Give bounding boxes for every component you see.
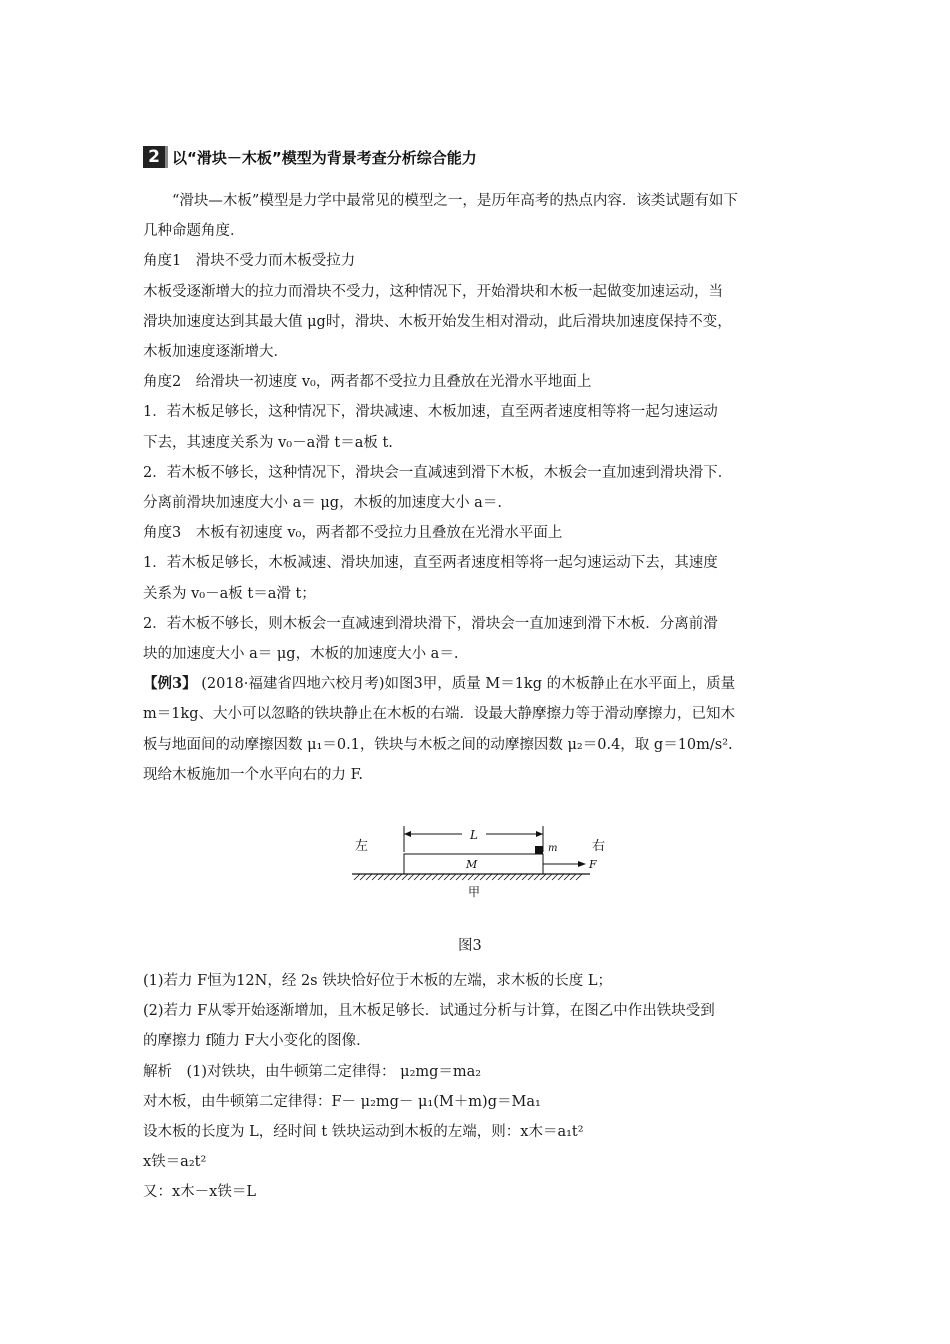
length-label: L [470, 828, 478, 842]
example-line-1 [143, 669, 823, 699]
angle3-item2-line-1: 2．若木板不够长，则木板会一直减速到滑块滑下，滑块会一直加速到滑下木板．分离前滑 [143, 615, 718, 632]
body-text [143, 186, 823, 790]
solution-line-4: x铁＝a₂t² [143, 1154, 207, 1171]
question-2-line-1: (2)若力 F从零开始逐渐增加，且木板足够长．试通过分析与计算，在图乙中作出铁块受到 [143, 1003, 715, 1020]
example-line-3: 板与地面间的动摩擦因数 μ₁＝0.1，铁块与木板之间的动摩擦因数 μ₂＝0.4，取 g＝10m/s². [143, 736, 733, 753]
block-m [535, 846, 543, 854]
angle2-item2-line-1: 2．若木板不够长，这种情况下，滑块会一直减速到滑下木板，木板会一直加速到滑块滑下． [143, 464, 733, 481]
angle1-line-2: 滑块加速度达到其最大值 μg时，滑块、木板开始发生相对滑动，此后滑块加速度保持不变， [143, 313, 732, 330]
example-line-4: 现给木板施加一个水平向右的力 F. [143, 766, 364, 783]
questions-and-solution [143, 966, 823, 1208]
section-number-badge: 2 [143, 146, 168, 168]
force-label: F [589, 858, 597, 871]
angle1-line-3: 木板加速度逐渐增大． [143, 344, 288, 361]
intro-line-1: “滑块—木板”模型是力学中最常见的模型之一，是历年高考的热点内容．该类试题有如下 [172, 193, 738, 209]
example-label: 【例3】 [143, 675, 197, 693]
angle2-title: 角度2 给滑块一初速度 v₀，两者都不受拉力且叠放在光滑水平地面上 [143, 374, 592, 391]
board-label: M [466, 858, 478, 871]
left-label: 左 [355, 839, 369, 854]
angle1-line-1: 木板受逐渐增大的拉力而滑块不受力，这种情况下，开始滑块和木板一起做变加速运动，当 [143, 283, 723, 300]
intro-line-2: 几种命题角度． [143, 223, 245, 240]
dim-arrow-left [404, 831, 411, 837]
sub-figure-label: 甲 [468, 885, 481, 899]
solution-line-2: 对木板，由牛顿第二定律得：F－ μ₂mg－ μ₁(M＋m)g＝Ma₁ [143, 1093, 541, 1110]
ground-hatching [354, 874, 582, 880]
angle3-title: 角度3 木板有初速度 v₀，两者都不受拉力且叠放在光滑水平面上 [143, 525, 563, 542]
angle2-item1-line-2: 下去，其速度关系为 v₀－a滑 t＝a板 t. [143, 434, 393, 451]
right-label: 右 [592, 839, 606, 854]
angle3-item2-line-2: 块的加速度大小 a＝ μg，木板的加速度大小 a＝. [143, 646, 459, 663]
question-2-line-2: 的摩擦力 f随力 F大小变化的图像． [143, 1033, 371, 1050]
dim-arrow-right [536, 831, 543, 837]
section-heading [143, 143, 477, 171]
solution-line-3: 设木板的长度为 L，经时间 t 铁块运动到木板的左端，则：x木＝a₁t² [143, 1124, 584, 1141]
angle1-title: 角度1 滑块不受力而木板受拉力 [143, 253, 356, 270]
solution-line-5: 又：x木－x铁＝L [143, 1184, 256, 1201]
section-title: 以“滑块－木板”模型为背景考查分析综合能力 [172, 148, 477, 167]
solution-line-1: 解析 (1)对铁块，由牛顿第二定律得： μ₂mg＝ma₂ [143, 1063, 482, 1080]
figure-3-diagram [340, 820, 610, 900]
block-label: m [548, 843, 558, 854]
example-line-2: m＝1kg、大小可以忽略的铁块静止在木板的右端．设最大静摩擦力等于滑动摩擦力，已知木 [143, 706, 736, 723]
angle2-item1-line-1: 1．若木板足够长，这种情况下，滑块减速、木板加速，直至两者速度相等将一起匀速运动 [143, 404, 718, 421]
angle2-item2-line-2: 分离前滑块加速度大小 a＝ μg，木板的加速度大小 a＝. [143, 495, 502, 512]
board-block-diagram [340, 820, 610, 900]
example-line-1-text: (2018·福建省四地六校月考)如图3甲，质量 M＝1kg 的木板静止在水平面上，质量 [196, 676, 736, 693]
force-arrow-head [578, 861, 586, 867]
angle3-item1-line-1: 1．若木板足够长，木板减速、滑块加速，直至两者速度相等将一起匀速运动下去，其速度 [143, 555, 718, 572]
angle3-item1-line-2: 关系为 v₀－a板 t＝a滑 t； [143, 585, 316, 602]
question-1: (1)若力 F恒为12N，经 2s 铁块恰好位于木板的左端，求木板的长度 L； [143, 973, 612, 989]
figure-caption: 图3 [458, 938, 482, 954]
